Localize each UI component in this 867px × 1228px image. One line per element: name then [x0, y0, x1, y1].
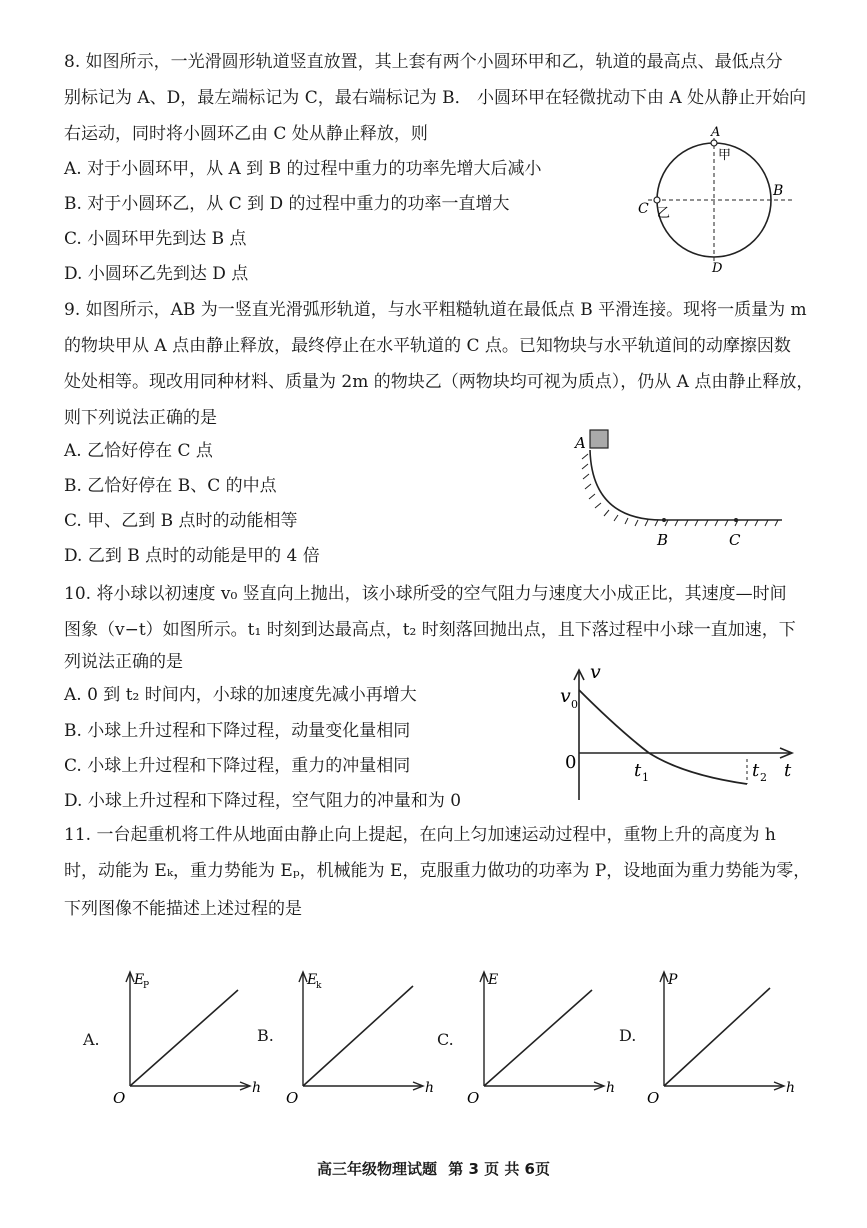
- q10-vt-graph: [554, 660, 804, 808]
- t1-label: t: [634, 760, 642, 781]
- graph-b-option-label: B.: [257, 1026, 274, 1045]
- q8-option-a: A. 对于小圆环甲，从 A 到 B 的过程中重力的功率先增大后减小: [64, 159, 542, 179]
- q9-line-4: 则下列说法正确的是: [64, 408, 217, 428]
- label-jia: 甲: [718, 148, 732, 163]
- v0-subscript: 0: [571, 698, 578, 711]
- graph-d-origin: O: [647, 1089, 660, 1107]
- graph-c-y-label: E: [488, 972, 499, 988]
- q9-line-2: 的物块甲从 A 点由静止释放，最终停止在水平轨道的 C 点。已知物块与水平轨道间的动摩擦因数: [64, 336, 791, 356]
- q9-option-d: D. 乙到 B 点时的动能是甲的 4 倍: [64, 546, 320, 566]
- track-surface: [590, 450, 782, 520]
- v-axis-label: v: [590, 661, 601, 683]
- q9-option-b: B. 乙恰好停在 B、C 的中点: [64, 476, 277, 496]
- graph-c-x-label: h: [606, 1080, 616, 1096]
- t1-subscript: 1: [642, 771, 649, 784]
- label-b: B: [773, 183, 784, 199]
- footer-page-number: 第 3 页 共 6页: [448, 1160, 550, 1178]
- q11-line-2: 时，动能为 Eₖ，重力势能为 Eₚ，机械能为 E，克服重力做功的功率为 P，设地面为重力势能为零，: [64, 861, 811, 881]
- q8-line-1: 8. 如图所示，一光滑圆形轨道竖直放置，其上套有两个小圆环甲和乙，轨道的最高点、最低点分: [64, 52, 783, 72]
- graph-d: [646, 960, 806, 1110]
- ring-jia: [711, 140, 717, 146]
- q10-line-1: 10. 将小球以初速度 v₀ 竖直向上抛出，该小球所受的空气阻力与速度大小成正比，其速度—时间: [64, 584, 787, 604]
- q9-option-a: A. 乙恰好停在 C 点: [64, 441, 213, 461]
- q10-option-a: A. 0 到 t₂ 时间内，小球的加速度先减小再增大: [64, 685, 417, 705]
- block: [590, 430, 608, 448]
- q10-line-3: 列说法正确的是: [64, 652, 183, 672]
- q10-option-d: D. 小球上升过程和下降过程，空气阻力的冲量和为 0: [64, 791, 462, 811]
- t2-subscript: 2: [760, 771, 767, 784]
- q8-option-b: B. 对于小圆环乙，从 C 到 D 的过程中重力的功率一直增大: [64, 194, 510, 214]
- graph-c-origin: O: [467, 1089, 480, 1107]
- graph-d-option-label: D.: [619, 1026, 637, 1045]
- q8-option-d: D. 小圆环乙先到达 D 点: [64, 264, 249, 284]
- graph-d-x-label: h: [786, 1080, 796, 1096]
- label-d: D: [712, 261, 723, 276]
- graph-b-x-label: h: [425, 1080, 435, 1096]
- graph-b-y-subscript: k: [316, 981, 322, 991]
- graph-c: [466, 960, 626, 1110]
- q10-option-c: C. 小球上升过程和下降过程，重力的冲量相同: [64, 756, 411, 776]
- graph-b-y-label: E: [307, 972, 318, 988]
- graph-b: [285, 960, 445, 1110]
- point-c: [734, 518, 738, 522]
- page-footer: [0, 1158, 867, 1179]
- track-hatching: [582, 454, 778, 526]
- q10-line-2: 图象（v−t）如图所示。t₁ 时刻到达最高点，t₂ 时刻落回抛出点，且下落过程中小球一直加速，下: [64, 620, 796, 640]
- q9-line-3: 处处相等。现改用同种材料、质量为 2m 的物块乙（两物块均可视为质点），仍从 A 点由静止释放，: [64, 372, 814, 392]
- graph-a-option-label: A.: [83, 1030, 100, 1049]
- label-c: C: [729, 531, 741, 549]
- t2-label: t: [752, 760, 760, 781]
- q8-line-3: 右运动，同时将小圆环乙由 C 处从静止释放，则: [64, 124, 428, 144]
- v0-label: v: [560, 685, 571, 707]
- graph-a-y-label: E: [134, 972, 145, 988]
- q9-option-c: C. 甲、乙到 B 点时的动能相等: [64, 511, 298, 531]
- graph-a-y-subscript: P: [143, 981, 150, 991]
- graph-c-option-label: C.: [437, 1030, 454, 1049]
- q8-option-c: C. 小圆环甲先到达 B 点: [64, 229, 247, 249]
- t-axis-label: t: [784, 760, 792, 781]
- graph-a-origin: O: [113, 1089, 126, 1107]
- label-yi: 乙: [657, 206, 671, 221]
- graph-b-line: [303, 986, 413, 1086]
- footer-subject: 高三年级物理试题: [316, 1160, 437, 1178]
- ring-yi: [654, 197, 660, 203]
- graph-a-x-label: h: [252, 1080, 262, 1096]
- graph-b-origin: O: [286, 1089, 299, 1107]
- graph-a: [112, 960, 272, 1110]
- point-b: [662, 518, 666, 522]
- velocity-curve: [579, 690, 747, 784]
- label-a: A: [711, 125, 721, 140]
- label-b: B: [657, 531, 669, 549]
- q8-line-2: 别标记为 A、D，最左端标记为 C，最右端标记为 B． 小圆环甲在轻微扰动下由 A 处从静止开始向: [64, 88, 807, 108]
- q9-track-figure: [568, 424, 798, 554]
- graph-a-line: [130, 990, 238, 1086]
- q8-circle-figure: [630, 124, 810, 284]
- label-a: A: [575, 434, 586, 452]
- graph-c-line: [484, 990, 592, 1086]
- q11-line-3: 下列图像不能描述上述过程的是: [64, 899, 302, 919]
- q11-line-1: 11. 一台起重机将工件从地面由静止向上提起，在向上匀加速运动过程中，重物上升的高度为 h: [64, 825, 776, 845]
- q10-option-b: B. 小球上升过程和下降过程，动量变化量相同: [64, 721, 411, 741]
- label-c: C: [638, 201, 649, 217]
- origin-zero-label: 0: [565, 752, 577, 773]
- graph-d-line: [664, 988, 770, 1086]
- q9-line-1: 9. 如图所示，AB 为一竖直光滑弧形轨道，与水平粗糙轨道在最低点 B 平滑连接。现将一质量为 m: [64, 300, 807, 320]
- graph-d-y-label: P: [668, 972, 678, 988]
